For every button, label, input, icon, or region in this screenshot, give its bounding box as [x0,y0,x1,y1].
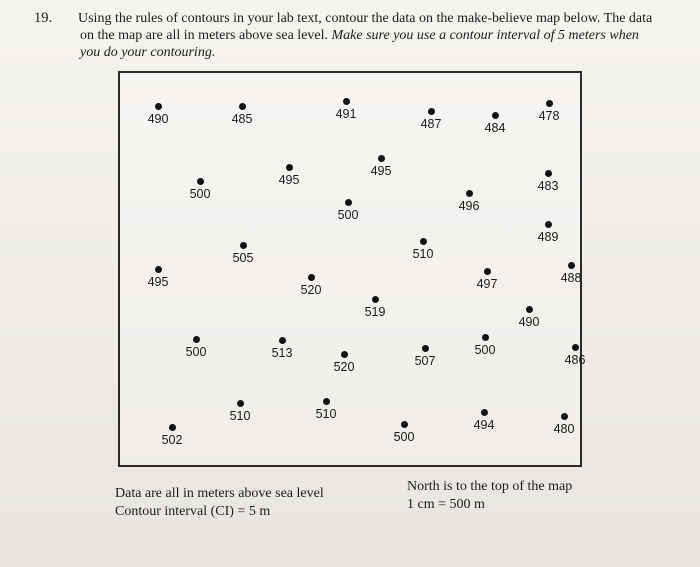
point-dot [422,345,429,352]
point-dot [155,266,162,273]
point-value: 484 [484,121,506,135]
point-dot [372,296,379,303]
map-notes-left [115,485,324,521]
question-line-2-plain: on the map are all in meters above sea level. [80,28,332,43]
point-value: 519 [364,305,386,319]
point-value: 494 [473,418,495,432]
point-value: 485 [231,112,253,126]
question-line-2 [78,27,678,44]
point-value: 500 [393,430,415,444]
point-dot [401,421,408,428]
contour-map[interactable] [118,71,586,467]
point-value: 486 [564,353,586,367]
point-dot [561,413,568,420]
point-value: 490 [518,315,540,329]
point-value: 478 [538,109,560,123]
point-value: 507 [414,354,436,368]
point-value: 495 [278,173,300,187]
point-value: 480 [553,422,575,436]
point-dot [193,336,200,343]
point-value: 491 [335,107,357,121]
point-dot [546,100,553,107]
point-dot [323,398,330,405]
point-value: 510 [412,247,434,261]
point-value: 500 [185,345,207,359]
point-dot [155,103,162,110]
point-dot [240,242,247,249]
point-value: 500 [474,343,496,357]
data-units-note: Data are all in meters above sea level [115,486,324,501]
point-dot [568,262,575,269]
point-dot [492,112,499,119]
point-dot [286,164,293,171]
point-dot [341,351,348,358]
point-dot [237,400,244,407]
point-dot [482,334,489,341]
point-dot [378,155,385,162]
point-value: 500 [337,208,359,222]
contour-interval-note: Contour interval (CI) = 5 m [115,504,271,519]
point-dot [428,108,435,115]
point-dot [572,344,579,351]
point-dot [484,268,491,275]
point-value: 489 [537,230,559,244]
point-value: 495 [147,275,169,289]
question-number: 19. [34,10,53,26]
point-value: 497 [476,277,498,291]
point-dot [545,170,552,177]
point-dot [481,409,488,416]
point-dot [308,274,315,281]
scale-note: 1 cm = 500 m [407,497,485,512]
point-value: 483 [537,179,559,193]
point-dot [526,306,533,313]
question-line-1: Using the rules of contours in your lab text, contour the data on the make-believe map below. The data [78,11,653,26]
point-dot [545,221,552,228]
point-value: 487 [420,117,442,131]
point-value: 510 [315,407,337,421]
point-dot [169,424,176,431]
question-line-3: you do your contouring. [80,45,216,60]
point-value: 510 [229,409,251,423]
north-note: North is to the top of the map [407,479,573,494]
question-text [78,10,678,61]
point-value: 490 [147,112,169,126]
point-dot [279,337,286,344]
point-value: 502 [161,433,183,447]
point-value: 488 [560,271,582,285]
point-value: 496 [458,199,480,213]
point-dot [345,199,352,206]
map-notes-right [407,478,572,514]
point-dot [466,190,473,197]
point-value: 495 [370,164,392,178]
point-dot [343,98,350,105]
point-value: 505 [232,251,254,265]
point-value: 520 [300,283,322,297]
point-dot [197,178,204,185]
question-line-2-italic: Make sure you use a contour interval of 5 meters when [331,28,639,43]
point-value: 520 [333,360,355,374]
point-dot [239,103,246,110]
point-dot [420,238,427,245]
point-value: 500 [189,187,211,201]
point-value: 513 [271,346,293,360]
